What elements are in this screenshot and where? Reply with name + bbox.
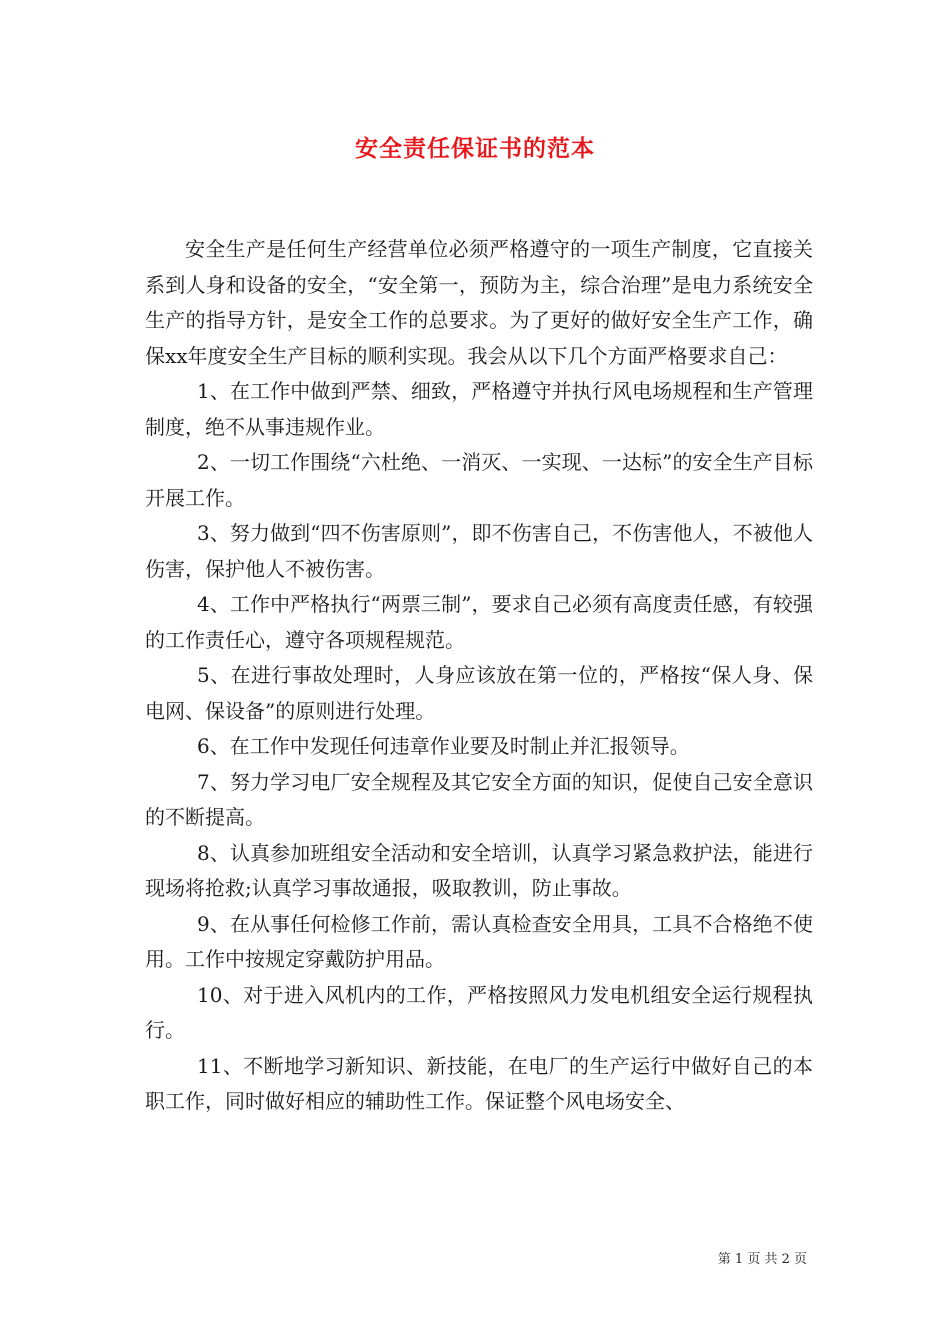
list-item: 9、在从事任何检修工作前，需认真检查安全用具，工具不合格绝不使用。工作中按规定穿戴防护用品。 [145, 911, 813, 971]
list-item: 3、努力做到“四不伤害原则”，即不伤害自己，不伤害他人，不被他人伤害，保护他人不被伤害。 [145, 521, 813, 581]
list-item: 8、认真参加班组安全活动和安全培训，认真学习紧急救护法，能进行现场将抢救;认真学习事故通报，吸取教训，防止事故。 [145, 840, 813, 900]
intro-paragraph: 安全生产是任何生产经营单位必须严格遵守的一项生产制度，它直接关系到人身和设备的安全，“安全第一，预防为主，综合治理”是电力系统安全生产的指导方针，是安全工作的总要求。为了更好的做好安全生产工作，确保xx年度安全生产目标的顺利实现。我会从以下几个方面严格要求自己： [145, 237, 813, 368]
list-item: 5、在进行事故处理时，人身应该放在第一位的，严格按“保人身、保电网、保设备”的原则进行处理。 [145, 663, 813, 723]
document-title: 安全责任保证书的范本 [355, 135, 595, 162]
page-number: 第 1 页 共 2 页 [717, 1252, 807, 1267]
list-item: 2、一切工作围绕“六杜绝、一消灭、一实现、一达标”的安全生产目标开展工作。 [145, 450, 813, 510]
list-item: 11、不断地学习新知识、新技能，在电厂的生产运行中做好自己的本职工作，同时做好相应的辅助性工作。保证整个风电场安全、 [145, 1053, 813, 1113]
document-body [145, 232, 813, 1120]
list-item: 4、工作中严格执行“两票三制”，要求自己必须有高度责任感，有较强的工作责任心，遵守各项规程规范。 [145, 592, 813, 652]
list-item: 6、在工作中发现任何违章作业要及时制止并汇报领导。 [197, 734, 690, 758]
list-item: 10、对于进入风机内的工作，严格按照风力发电机组安全运行规程执行。 [145, 982, 813, 1042]
list-item: 7、努力学习电厂安全规程及其它安全方面的知识，促使自己安全意识的不断提高。 [145, 769, 813, 829]
list-item: 1、在工作中做到严禁、细致，严格遵守并执行风电场规程和生产管理制度，绝不从事违规作业。 [145, 379, 813, 439]
